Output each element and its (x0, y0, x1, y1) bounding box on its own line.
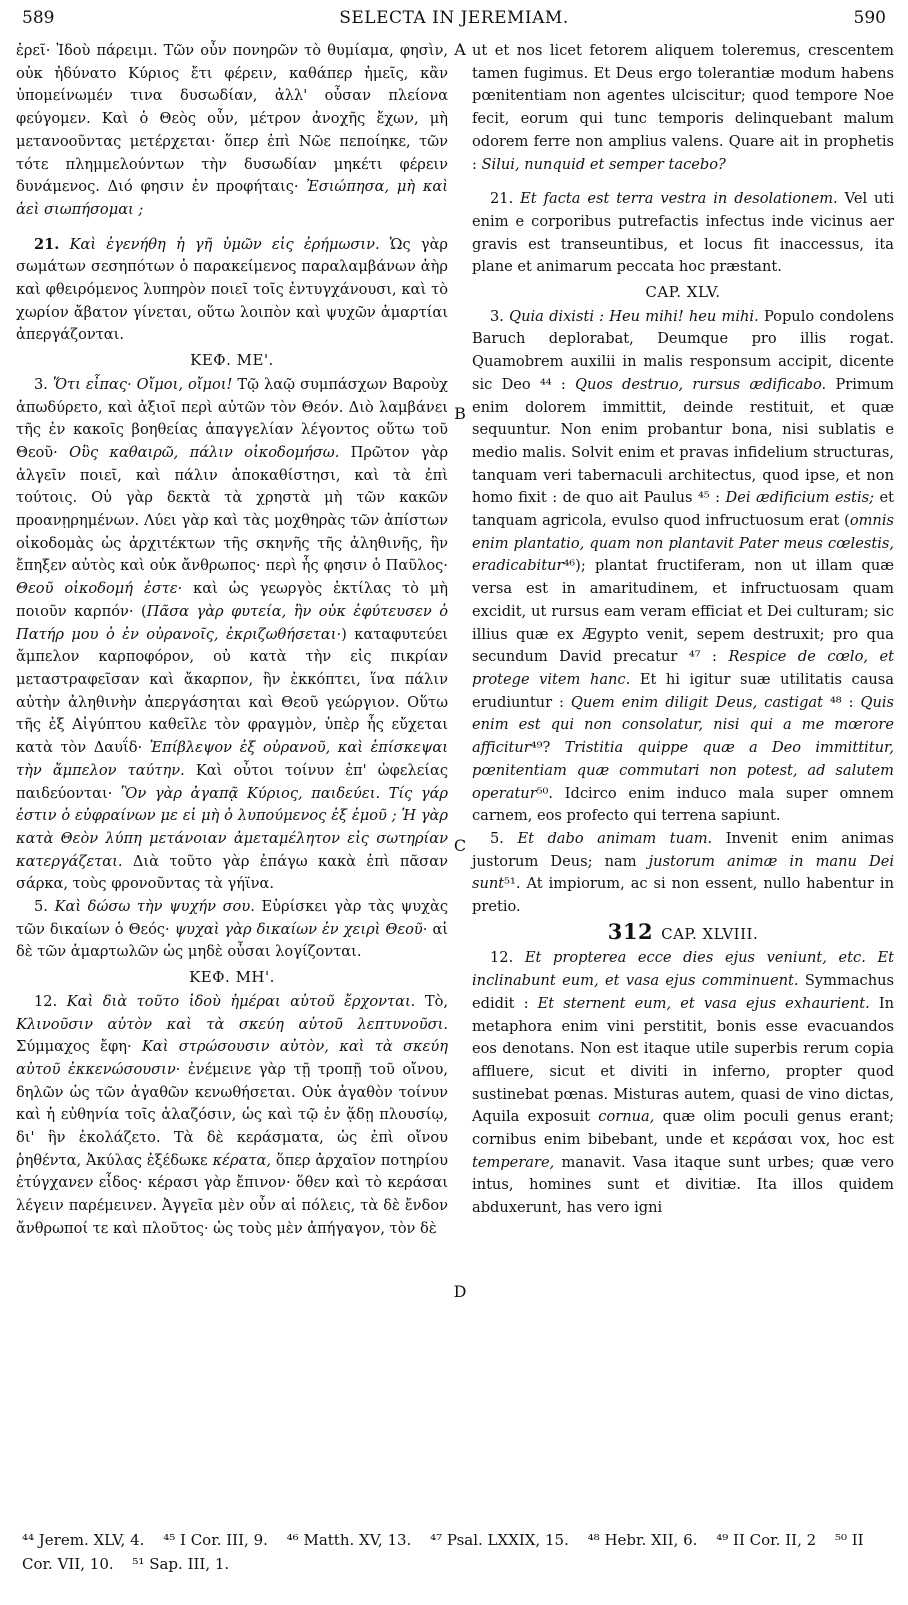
footnote: ⁴⁷ Psal. LXXIX, 15. (430, 1531, 569, 1549)
footnote: ⁴⁸ Hebr. XII, 6. (587, 1531, 698, 1549)
page-number-left: 589 (22, 8, 55, 28)
footnote: ⁴⁶ Matth. XV, 13. (286, 1531, 412, 1549)
greek-paragraph: 12. Καὶ διὰ τοῦτο ἰδοὺ ἡμέραι αὐτοῦ ἔρχονται. Τὸ, Κλινοῦσιν αὐτὸν καὶ τὰ σκεύη αὐτοῦ λεπτυνοῦσι. Σύμμαχος ἔφη· Καὶ στρώσουσιν αὐτὸν, καὶ τὰ σκεύη αὐτοῦ ἐκκενώσουσιν· ἐνέμεινε γὰρ τῇ τροπῇ τοῦ οἴνου, δηλῶν ὡς τῶν ἀγαθῶν κενωθήσεται. Οὐκ ἀγαθὸν τοίνυν καὶ ἡ εὐθηνία τοῖς ἀλαζόσιν, ὡς καὶ τῷ ἐν ᾅδῃ πλουσίῳ, δι' ἣν ἐκολάζετο. Τὰ δὲ κεράσματα, ὡς ἐπὶ οἴνου ῥηθέντα, Ἀκύλας ἐξέδωκε κέρατα, ὅπερ ἀρχαῖον ποτηρίου ἐτύγχανεν εἶδος· κέρασι γὰρ ἔπινον· ὅθεν καὶ τὸ κεράσαι λέγειν παρέμεινεν. Ἀγγεῖα μὲν οὖν αἱ πόλεις, τὰ δὲ ἔνδον ἄνθρωποί τε καὶ πλοῦτος· ὡς τοὺς μὲν ἀπήγαγον, τὸν δὲ (16, 992, 449, 1237)
latin-paragraph: 12. Et propterea ecce dies ejus veniunt, etc. Et inclinabunt eum, et vasa ejus comminuent. Symmachus edidit : Et sternent eum, et vasa ejus exhaurient. In metaphora enim vini perstitit, bonis esse evacuandos eos denotans. Non est itaque utile superbis rerum copia affluere, sicut et diviti in inferno, propter quod sustinebat pœnas. Misturas autem, quasi de vino dictas, Aquila exposuit cornua, quæ olim poculi genus erant; cornibus enim bibebant, unde et κεράσαι vox, hoc est temperare, manavit. Vasa itaque sunt urbes; quæ vero intus, homines sunt et divitiæ. Ita illos quidem abduxerunt, has vero igni (472, 949, 895, 1217)
greek-paragraph: 3. Ὅτι εἶπας· Οἴμοι, οἴμοι! Τῷ λαῷ συμπάσχων Βαροὺχ ἀπωδύρετο, καὶ ἀξιοῖ περὶ αὐτῶν τὸν Θεόν. Διὸ λαμβάνει τῆς ἐν κακοῖς βοηθείας ἀπαγγελίαν λέγοντος οὕτω τοῦ Θεοῦ· Οὓς καθαιρῶ, πάλιν οἰκοδομήσω. Πρῶτον γὰρ ἀλγεῖν ποιεῖ, καὶ πάλιν ἀποκαθίστησι, καὶ τὰ ἐπὶ τούτοις. Οὐ γὰρ δεκτὰ τὰ χρηστὰ μὴ τῶν κακῶν προανῃρημένων. Λύει γὰρ καὶ τὰς μοχθηρὰς τῶν ἀπίστων οἰκοδομὰς ὡς ἀρχιτέκτων τῆς σκηνῆς τῆς ἀληθινῆς, ἣν ἔπηξεν αὐτὸς καὶ οὐκ ἄνθρωπος· περὶ ἧς φησιν ὁ Παῦλος· Θεοῦ οἰκοδομή ἐστε· καὶ ὡς γεωργὸς ἐκτίλας τὸ μὴ ποιοῦν καρπόν· (Πᾶσα γὰρ φυτεία, ἣν οὐκ ἐφύτευσεν ὁ Πατήρ μου ὁ ἐν οὐρανοῖς, ἐκριζωθήσεται·) καταφυτεύει ἄμπελον καρποφόρον, οὐ κατὰ τὴν εἰς πικρίαν μεταστραφεῖσαν καὶ ἄκαρπον, ἣν ἐκκόπτει, ἵνα πάλιν αὐτὴν ἀληθινὴν ἀπεργάσηται καὶ Θεοῦ γεώργιον. Οὕτω τῆς ἐξ Αἰγύπτου καθεῖλε τὸν φραγμὸν, ὑπὲρ ἧς εὔχεται κατὰ τὸν Δαυΐδ· Ἐπίβλεψον ἐξ οὐρανοῦ, καὶ ἐπίσκεψαι τὴν ἄμπελον ταύτην. Καὶ οὗτοι τοίνυν ἐπ' ὠφελείας παιδεύονται· Ὃν γὰρ ἀγαπᾷ Κύριος, παιδεύει. Τίς γάρ ἐστιν ὁ εὐφραίνων με εἰ μὴ ὁ λυπούμενος ἐξ ἐμοῦ ; Ἡ γὰρ κατὰ Θεὸν λύπη μετάνοιαν ἀμεταμέλητον εἰς σωτηρίαν κατεργάζεται. Διὰ τοῦτο γὰρ ἐπάγω κακὰ ἐπὶ πᾶσαν σάρκα, τοὺς φρονοῦντας τὰ γήϊνα. (16, 375, 449, 893)
margin-letter-c: C (453, 836, 467, 855)
margin-letter-b: B (454, 404, 466, 423)
footnote: ⁴⁴ Jerem. XLV, 4. (22, 1531, 145, 1549)
latin-chapter-heading: 312 CAP. XLVIII. (607, 918, 759, 944)
latin-paragraph: 3. Quia dixisti : Heu mihi! heu mihi. Populo condolens Baruch deplorabat, Deumque pro illis rogat. Quamobrem auxilii in malis responsum accipit, dicente sic Deo ⁴⁴ : Quos destruo, rursus ædificabo. Primum enim dolorem immittit, deinde restituit, et quæ sequuntur. Non enim probantur bona, nisi sublatis e medio malis. Solvit enim et pravas infidelium structuras, tanquam veri tabernaculi architectus, quod ipse, et non homo fixit : de quo ait Paulus ⁴⁵ : Dei ædificium estis; et tanquam agricola, evulso quod infructuosum erat (omnis enim plantatio, quam non plantavit Pater meus cœlestis, eradicabitur⁴⁶); plantat fructiferam, non ut illam quæ versa est in amaritudinem, et infructuosam quam excidit, ut rursus eam veram efficiat et Dei culturam; sic illius quæ ex Ægypto venit, sepem destruxit; pro qua secundum David precatur ⁴⁷ : Respice de cœlo, et protege vitem hanc. Et hi igitur suæ utilitatis causa erudiuntur : Quem enim diligit Deus, castigat ⁴⁸ : Quis enim est qui non consolatur, nisi qui a me mœrore afficitur⁴⁹? Tristitia quippe quæ a Deo immittitur, pœnitentiam quæ commutari non potest, ad salutem operatur⁵⁰. Idcirco enim induco mala super omnem carnem, eos profecto qui terrena sapiunt. (472, 307, 895, 825)
greek-chapter-heading: ΚΕΦ. ΜΗ'. (189, 968, 275, 987)
greek-paragraph: 5. Καὶ δώσω τὴν ψυχήν σου. Εὑρίσκει γὰρ τὰς ψυχὰς τῶν δικαίων ὁ Θεός· ψυχαὶ γὰρ δικαίων ἐν χειρὶ Θεοῦ· αἱ δὲ τῶν ἁμαρτωλῶν ὡς μηδὲ οὖσαι λογίζονται. (16, 898, 449, 961)
margin-letter-d: D (453, 1282, 467, 1301)
running-title: SELECTA IN JEREMIAM. (339, 8, 569, 28)
footnote: ⁵⁰ II Cor. VII, 10. (22, 1531, 864, 1573)
latin-column (472, 40, 894, 1220)
greek-paragraph: 21. Καὶ ἐγενήθη ἡ γῆ ὑμῶν εἰς ἐρήμωσιν. Ὡς γὰρ σωμάτων σεσηπότων ὁ παρακείμενος παραλαμβάνων ἀὴρ καὶ φθειρόμενος λυπηρὸν ποιεῖ τοῖς ἐντυγχάνουσι, καὶ τὸ χωρίον ἄβατον γίνεται, οὕτω λοιπὸν καὶ ψυχῶν ἁμαρτίαι ἀπεργάζονται. (16, 235, 449, 344)
latin-chapter-heading: CAP. XLV. (645, 283, 721, 302)
latin-paragraph: 5. Et dabo animam tuam. Invenit enim animas justorum Deus; nam justorum animæ in manu Dei sunt⁵¹. At impiorum, ac si non essent, nullo habentur in pretio. (472, 829, 895, 916)
latin-paragraph: 21. Et facta est terra vestra in desolationem. Vel uti enim e corporibus putrefactis infectus inde vicinus aer gravis est transeuntibus, et locus fit inaccessus, ita plane et animarum peccata hoc præstant. (472, 190, 894, 276)
footnote: ⁴⁹ II Cor. II, 2 (716, 1531, 817, 1549)
greek-paragraph: ἐρεῖ· Ἰδοὺ πάρειμι. Τῶν οὖν πονηρῶν τὸ θυμίαμα, φησὶν, οὐκ ἠδύνατο Κύριος ἔτι φέρειν, καθάπερ ἡμεῖς, κἂν ὑπομείνωμέν τινα δυσωδίαν, ἀλλ' οὖσαν πλείονα φεύγομεν. Καὶ ὁ Θεὸς οὖν, μέτρον ἀνοχῆς ἔχων, μὴ μετανοοῦντας μετέρχεται· ὅπερ ἐπὶ Νῶε πεποίηκε, τῶν τότε πλημμελούντων τὴν δυσωδίαν μηκέτι φέρειν δυνάμενος. Διό φησιν ἐν προφήταις· Ἐσιώπησα, μὴ καὶ ἀεὶ σιωπήσομαι ; (16, 42, 448, 218)
latin-paragraph: ut et nos licet fetorem aliquem toleremus, crescentem tamen fugimus. Et Deus ergo tolerantiæ modum habens pœnitentiam non agentes ulciscitur; quod tempore Noe fecit, eorum qui tunc temporis delinquebant malum odorem ferre non amplius valens. Quare ait in prophetis : Silui, nunquid et semper tacebo? (472, 42, 894, 173)
footnote: ⁴⁵ I Cor. III, 9. (163, 1531, 268, 1549)
greek-column (16, 40, 448, 1241)
footnote: ⁵¹ Sap. III, 1. (132, 1555, 230, 1573)
page-header (22, 8, 886, 34)
page-number-right: 590 (853, 8, 886, 28)
greek-chapter-heading: ΚΕΦ. ΜΕ'. (190, 351, 274, 370)
column-number: 312 (607, 918, 654, 944)
margin-letter-a: A (454, 40, 466, 59)
footnotes (22, 1528, 886, 1576)
